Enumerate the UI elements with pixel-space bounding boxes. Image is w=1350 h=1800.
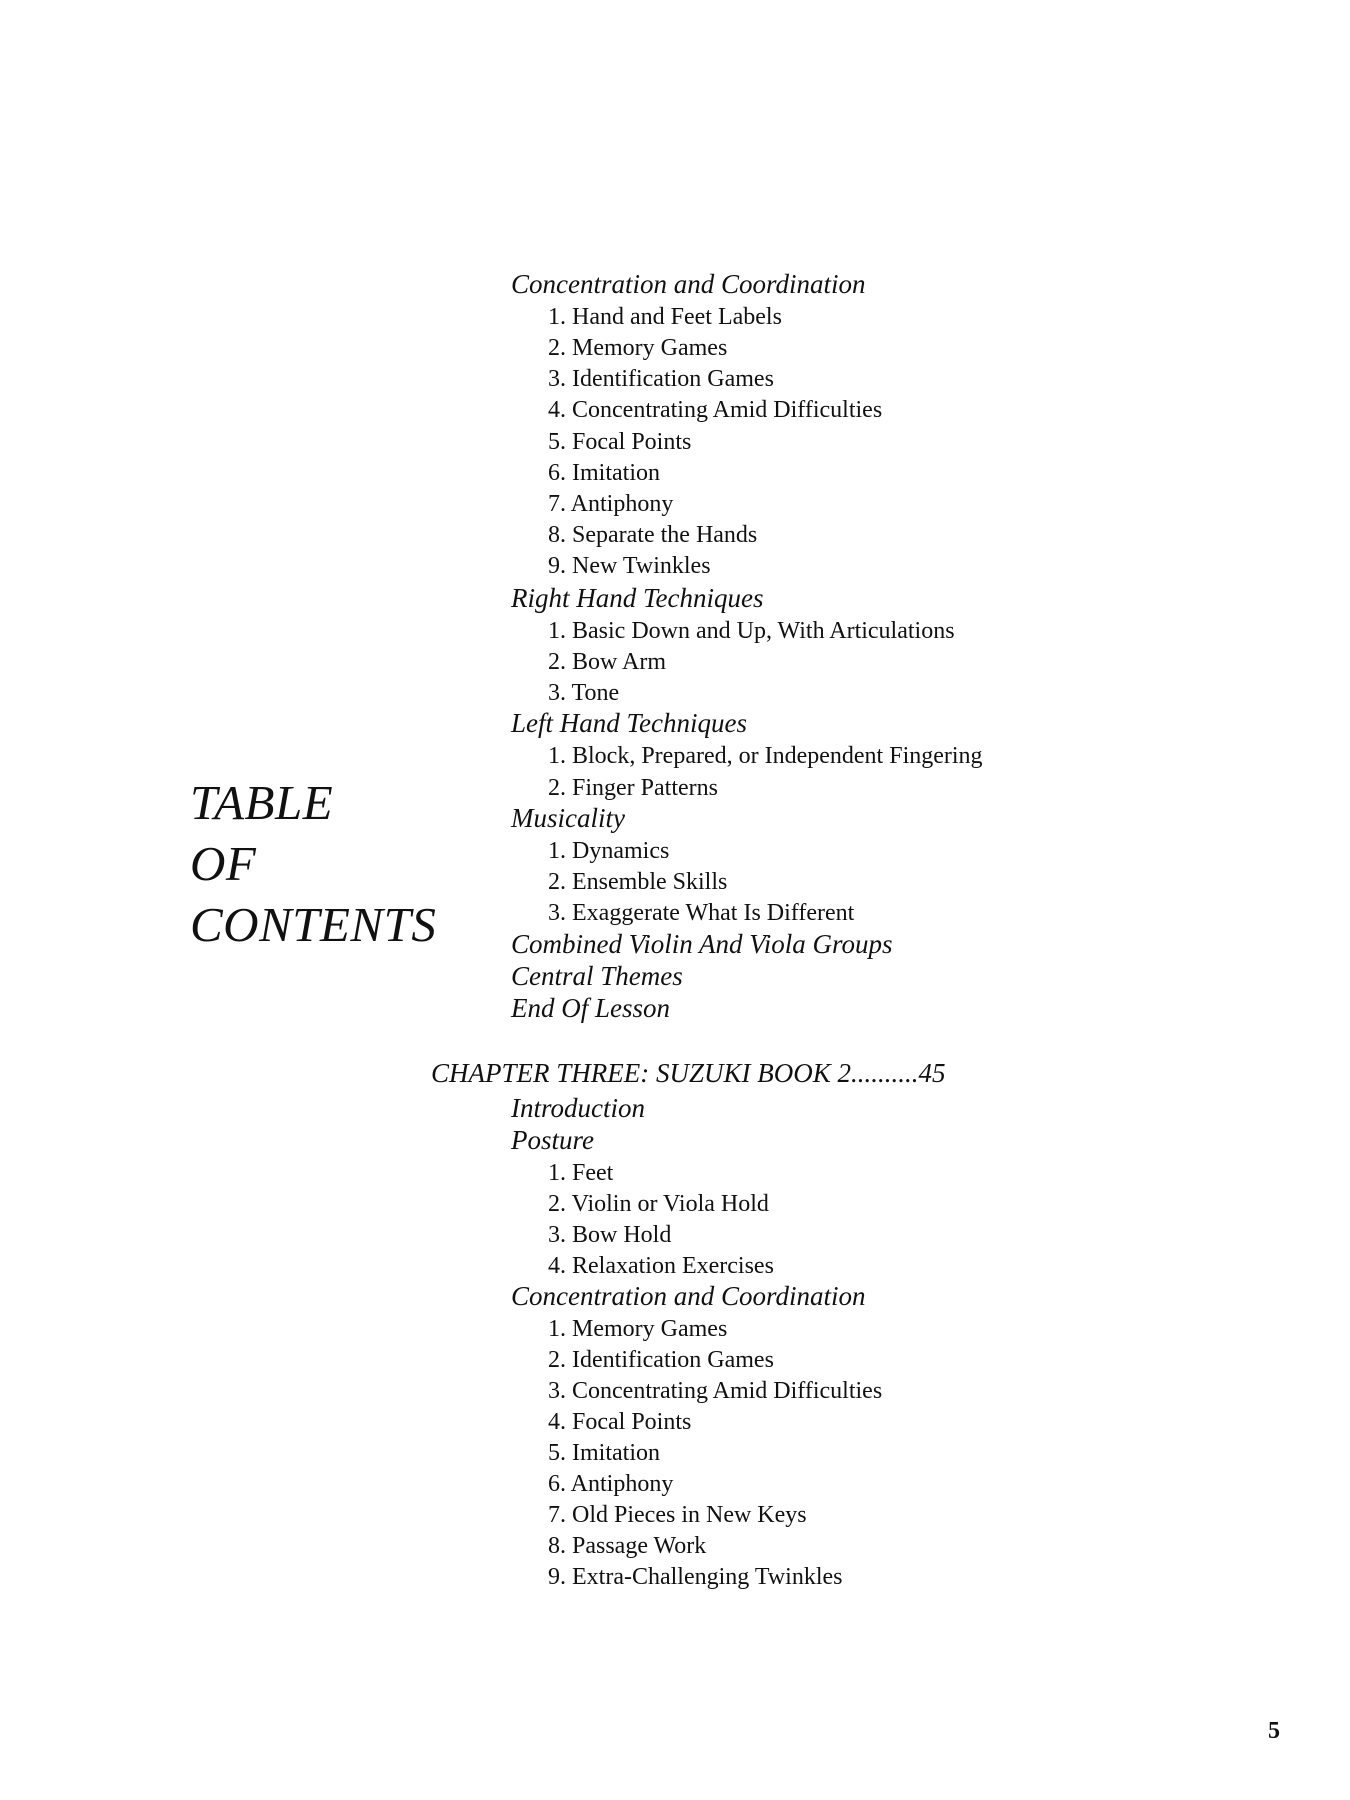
toc-item[interactable]: 1. Block, Prepared, or Independent Fingering bbox=[548, 743, 983, 769]
toc-item[interactable]: 1. Basic Down and Up, With Articulations bbox=[548, 618, 955, 644]
toc-item[interactable]: 3. Concentrating Amid Difficulties bbox=[548, 1378, 883, 1404]
toc-item[interactable]: 3. Tone bbox=[548, 680, 620, 706]
toc-item[interactable]: 2. Ensemble Skills bbox=[548, 869, 728, 895]
toc-item[interactable]: 1. Hand and Feet Labels bbox=[548, 304, 782, 330]
toc-item[interactable]: 6. Antiphony bbox=[548, 1471, 674, 1497]
toc-section-concentration[interactable]: Concentration and Coordination bbox=[511, 269, 866, 299]
toc-item[interactable]: 8. Separate the Hands bbox=[548, 522, 758, 548]
toc-item[interactable]: 4. Focal Points bbox=[548, 1409, 692, 1435]
toc-section-combined-groups[interactable]: Combined Violin And Viola Groups bbox=[511, 929, 893, 959]
page-number: 5 bbox=[1268, 1718, 1280, 1744]
toc-chapter-three-heading[interactable]: CHAPTER THREE: SUZUKI BOOK 2..........45 bbox=[431, 1058, 946, 1088]
toc-section-posture[interactable]: Posture bbox=[511, 1125, 594, 1155]
toc-item[interactable]: 2. Identification Games bbox=[548, 1347, 774, 1373]
toc-item[interactable]: 6. Imitation bbox=[548, 460, 660, 486]
toc-section-concentration-2[interactable]: Concentration and Coordination bbox=[511, 1281, 866, 1311]
toc-item[interactable]: 2. Memory Games bbox=[548, 335, 728, 361]
toc-item[interactable]: 2. Violin or Viola Hold bbox=[548, 1191, 769, 1217]
toc-item[interactable]: 3. Identification Games bbox=[548, 366, 774, 392]
title-line-of: OF bbox=[190, 836, 257, 891]
table-of-contents-title bbox=[190, 772, 436, 955]
toc-item[interactable]: 2. Finger Patterns bbox=[548, 775, 718, 801]
toc-item[interactable]: 8. Passage Work bbox=[548, 1533, 707, 1559]
toc-section-central-themes[interactable]: Central Themes bbox=[511, 961, 683, 991]
title-line-table: TABLE bbox=[190, 775, 334, 830]
toc-item[interactable]: 1. Feet bbox=[548, 1160, 614, 1186]
title-line-contents: CONTENTS bbox=[190, 897, 437, 952]
toc-item[interactable]: 9. New Twinkles bbox=[548, 553, 711, 579]
toc-item[interactable]: 2. Bow Arm bbox=[548, 649, 667, 675]
toc-item[interactable]: 7. Old Pieces in New Keys bbox=[548, 1502, 807, 1528]
toc-item[interactable]: 9. Extra-Challenging Twinkles bbox=[548, 1564, 843, 1590]
toc-item[interactable]: 1. Dynamics bbox=[548, 838, 670, 864]
toc-item[interactable]: 7. Antiphony bbox=[548, 491, 674, 517]
toc-item[interactable]: 3. Exaggerate What Is Different bbox=[548, 900, 855, 926]
toc-item[interactable]: 4. Relaxation Exercises bbox=[548, 1253, 774, 1279]
toc-section-end-of-lesson[interactable]: End Of Lesson bbox=[511, 993, 671, 1023]
toc-item[interactable]: 5. Imitation bbox=[548, 1440, 660, 1466]
toc-section-right-hand[interactable]: Right Hand Techniques bbox=[511, 583, 764, 613]
toc-section-musicality[interactable]: Musicality bbox=[511, 803, 625, 833]
toc-item[interactable]: 5. Focal Points bbox=[548, 429, 692, 455]
toc-section-left-hand[interactable]: Left Hand Techniques bbox=[511, 708, 747, 738]
toc-item[interactable]: 3. Bow Hold bbox=[548, 1222, 672, 1248]
toc-item[interactable]: 1. Memory Games bbox=[548, 1316, 728, 1342]
toc-item[interactable]: 4. Concentrating Amid Difficulties bbox=[548, 397, 883, 423]
toc-section-introduction[interactable]: Introduction bbox=[511, 1093, 645, 1123]
